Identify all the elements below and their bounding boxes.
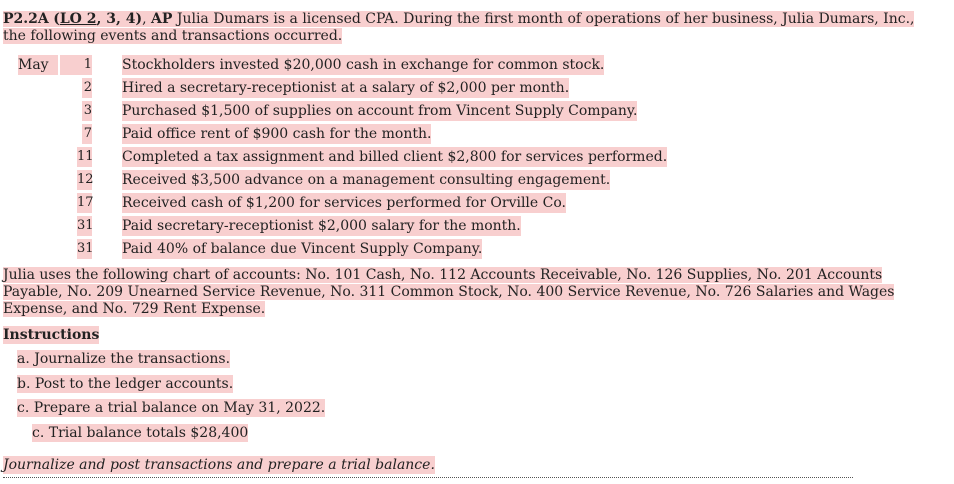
- transaction-month: May: [18, 55, 58, 75]
- transaction-day: 2: [82, 78, 92, 98]
- intro-text: Julia Dumars is a licensed CPA. During the first month of operations of her business, Julia Dumars, Inc., the following events and transactions occurred.: [3, 11, 915, 44]
- transaction-description: Completed a tax assignment and billed client $2,800 for services performed.: [122, 149, 668, 165]
- transaction-description: Received $3,500 advance on a management consulting engagement.: [122, 172, 611, 188]
- transaction-day: 12: [77, 170, 92, 190]
- ap-label: AP: [151, 11, 173, 27]
- transaction-description: Paid secretary-receptionist $2,000 salary for the month.: [122, 218, 521, 234]
- footer-instruction: Journalize and post transactions and prepare a trial balance.: [3, 457, 435, 473]
- transaction-day: 31: [77, 239, 92, 259]
- transaction-description: Paid 40% of balance due Vincent Supply Company.: [122, 241, 483, 257]
- instruction-text: Post to the ledger accounts.: [34, 376, 234, 392]
- instruction-letter: a.: [17, 351, 30, 367]
- problem-id: P2.2A: [3, 11, 49, 27]
- instructions-title: Instructions: [3, 327, 100, 343]
- problem-intro: P2.2A (LO 2, 3, 4), AP Julia Dumars is a licensed CPA. During the first month of operations of her business, Julia Dumars, Inc., the following events and transactions occurred.: [3, 11, 915, 44]
- lo-open: (: [53, 11, 60, 27]
- chart-of-accounts-paragraph: [3, 267, 938, 318]
- transaction-day: 1: [60, 55, 92, 75]
- transaction-description: Purchased $1,500 of supplies on account from Vincent Supply Company.: [122, 103, 638, 119]
- instruction-text: Journalize the transactions.: [34, 351, 231, 367]
- instruction-item: [17, 375, 233, 393]
- transaction-day: 11: [77, 147, 92, 167]
- chart-of-accounts-text: Julia uses the following chart of accounts: No. 101 Cash, No. 112 Accounts Receivable, No. 126 Supplies, No. 201 Accounts Payable, No. 209 Unearned Service Revenue, No. 311 Common Stock, No. 400 Service Revenue, No. 726 Salaries and Wages Expense, and No. 729 Rent Expense.: [3, 267, 895, 317]
- transaction-description: Received cash of $1,200 for services performed for Orville Co.: [122, 195, 566, 211]
- instruction-letter: c.: [17, 400, 30, 416]
- answer-note: c. Trial balance totals $28,400: [32, 425, 249, 441]
- transaction-description: Paid office rent of $900 cash for the month.: [122, 126, 432, 142]
- transaction-day: 3: [82, 101, 92, 121]
- transaction-day: 17: [77, 193, 92, 213]
- instruction-letter: b.: [17, 376, 31, 392]
- transaction-day: 7: [82, 124, 92, 144]
- transaction-day: 31: [77, 216, 92, 236]
- clipped-previous-line: [2, 0, 562, 3]
- instruction-item: [17, 399, 325, 417]
- instruction-item: [17, 350, 230, 368]
- instruction-text: Prepare a trial balance on May 31, 2022.: [33, 400, 326, 416]
- learning-objective-link[interactable]: LO 2: [59, 11, 97, 27]
- transaction-description: Stockholders invested $20,000 cash in exchange for common stock.: [122, 57, 605, 73]
- transaction-description: Hired a secretary-receptionist at a salary of $2,000 per month.: [122, 80, 570, 96]
- learning-objective-rest: , 3, 4): [96, 11, 143, 27]
